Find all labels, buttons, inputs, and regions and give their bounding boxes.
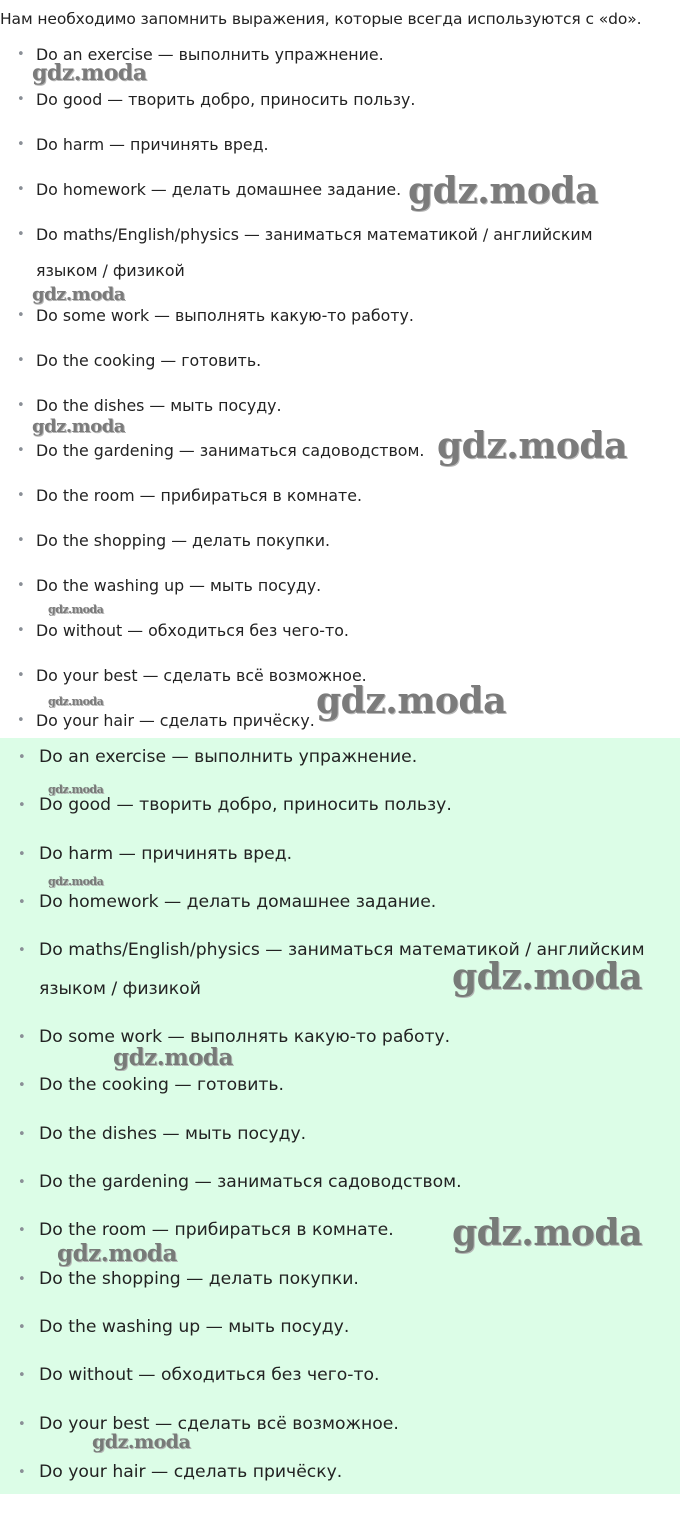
bullet-icon: • (17, 47, 25, 62)
watermark: gdz.moda (32, 284, 125, 305)
watermark: gdz.moda (437, 425, 627, 467)
bullet-icon: • (17, 227, 25, 242)
watermark: gdz.moda (32, 60, 147, 86)
bullet-icon: • (18, 847, 26, 862)
bullet-icon: • (17, 137, 25, 152)
watermark: gdz.moda (408, 170, 598, 212)
bullet-icon: • (18, 943, 26, 958)
intro-text: Нам необходимо запомнить выражения, которые всегда используются с «do». (0, 10, 642, 28)
bullet-icon: • (17, 623, 25, 638)
watermark: gdz.moda (48, 783, 104, 796)
watermark: gdz.moda (48, 875, 104, 888)
bullet-icon: • (18, 1320, 26, 1335)
bullet-icon: • (17, 533, 25, 548)
watermark: gdz.moda (316, 680, 506, 722)
bullet-icon: • (17, 668, 25, 683)
bullet-icon: • (17, 578, 25, 593)
bullet-icon: • (18, 1465, 26, 1480)
bullet-icon: • (17, 182, 25, 197)
bullet-icon: • (18, 750, 26, 765)
bullet-icon: • (18, 1417, 26, 1432)
highlighted-expressions-block: • Do an exercise — выполнить упражнение. • Do good — творить добро, приносить пользу. • Do harm — причинять вред. • Do homework — делать домашнее задание. • Do maths/English/physics — заниматься математикой / английским языком / физикой • Do some work — выполнять какую-то работу. • Do the cooking — готовить. • Do the dishes — мыть посуду. • Do the gardening — заниматься садоводством. • Do the room — прибираться в комнате. • Do the shopping — делать покупки. • Do the washing up — мыть посуду. • Do without — обходиться без чего-то. • Do your best — сделать всё возможное. • Do your hair — сделать причёску. (0, 738, 680, 1494)
watermark: gdz.moda (113, 1044, 233, 1071)
bullet-icon: • (18, 1030, 26, 1045)
watermark: gdz.moda (32, 416, 125, 437)
bullet-icon: • (18, 1127, 26, 1142)
bullet-icon: • (18, 1223, 26, 1238)
bullet-icon: • (18, 1175, 26, 1190)
bullet-icon: • (18, 798, 26, 813)
watermark: gdz.moda (48, 695, 104, 708)
watermark: gdz.moda (452, 956, 642, 998)
watermark: gdz.moda (48, 603, 104, 616)
watermark: gdz.moda (57, 1240, 177, 1267)
bullet-icon: • (17, 398, 25, 413)
bullet-icon: • (17, 443, 25, 458)
bullet-icon: • (17, 308, 25, 323)
bullet-icon: • (18, 1272, 26, 1287)
bullet-icon: • (18, 1078, 26, 1093)
bullet-icon: • (17, 92, 25, 107)
bullet-icon: • (17, 488, 25, 503)
watermark: gdz.moda (92, 1431, 191, 1453)
bullet-icon: • (18, 1368, 26, 1383)
bullet-icon: • (17, 353, 25, 368)
bullet-icon: • (17, 713, 25, 728)
watermark: gdz.moda (452, 1212, 642, 1254)
bullet-icon: • (18, 895, 26, 910)
